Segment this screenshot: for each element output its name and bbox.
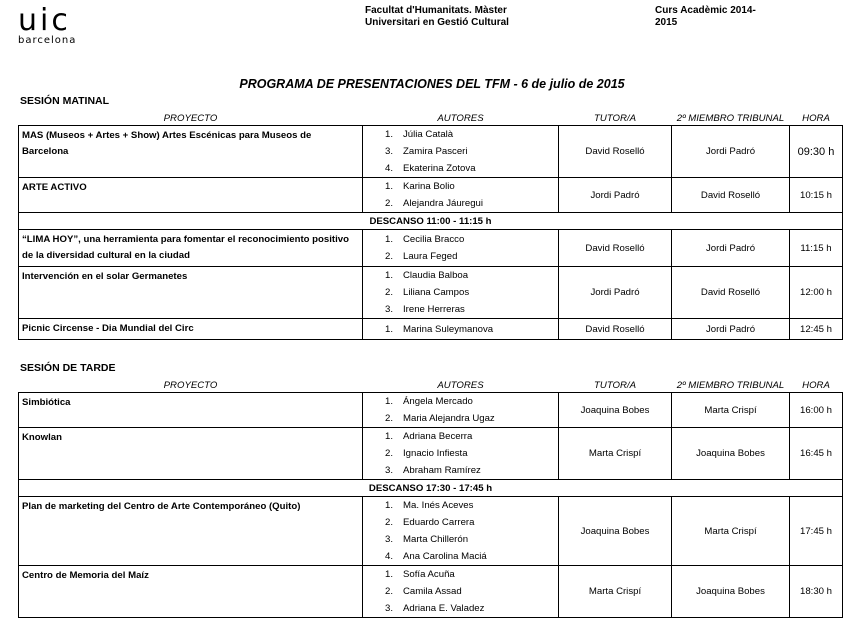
- miembro-cell: Jordi Padró: [672, 230, 790, 267]
- author-item: [363, 301, 558, 318]
- miembro-cell: David Roselló: [672, 178, 790, 213]
- author-item: [363, 178, 558, 195]
- author-item: [363, 548, 558, 565]
- author-number: 1.: [384, 500, 393, 511]
- project-cell: ARTE ACTIVO: [19, 178, 363, 213]
- author-item: [363, 231, 558, 248]
- author-item: [363, 531, 558, 548]
- authors-cell: [363, 319, 559, 340]
- author-name: Laura Feged: [403, 251, 458, 262]
- project-cell: Knowlan: [19, 428, 363, 480]
- author-item: [363, 143, 558, 160]
- tutor-cell: Marta Crispí: [559, 428, 672, 480]
- author-item: [363, 583, 558, 600]
- afternoon-session-label: SESIÓN DE TARDE: [20, 362, 116, 374]
- author-name: Marta Chillerón: [403, 534, 469, 545]
- miembro-cell: David Roselló: [672, 267, 790, 319]
- author-name: Alejandra Jáuregui: [403, 198, 484, 209]
- col-autores: AUTORES: [363, 378, 559, 393]
- author-number: 1.: [384, 431, 393, 442]
- hora-cell: 11:15 h: [790, 230, 843, 267]
- table-row: [19, 393, 843, 428]
- table-row: [19, 319, 843, 340]
- miembro-cell: Marta Crispí: [672, 497, 790, 566]
- author-number: 4.: [384, 551, 393, 562]
- break-row: [19, 480, 843, 497]
- uic-logo: [18, 3, 77, 46]
- author-item: [363, 321, 558, 338]
- table-header-row: [19, 378, 843, 393]
- project-cell: Plan de marketing del Centro de Arte Contemporáneo (Quito): [19, 497, 363, 566]
- project-cell: MAS (Museos + Artes + Show) Artes Escénicas para Museos de Barcelona: [19, 126, 363, 178]
- col-proyecto: PROYECTO: [19, 111, 363, 126]
- author-item: [363, 126, 558, 143]
- author-number: 2.: [384, 448, 393, 459]
- author-name: Abraham Ramírez: [403, 465, 481, 476]
- author-number: 3.: [384, 603, 393, 614]
- table-row: [19, 497, 843, 566]
- col-hora: HORA: [790, 378, 843, 393]
- table-row: [19, 230, 843, 267]
- tutor-cell: Jordi Padró: [559, 178, 672, 213]
- table-row: [19, 126, 843, 178]
- author-name: Adriana E. Valadez: [403, 603, 485, 614]
- author-number: 1.: [384, 234, 393, 245]
- author-number: 1.: [384, 270, 393, 281]
- morning-session-label: SESIÓN MATINAL: [20, 95, 110, 107]
- logo-brand: uic: [18, 3, 71, 38]
- author-number: 2.: [384, 413, 393, 424]
- author-name: Júlia Català: [403, 129, 454, 140]
- tutor-cell: Joaquina Bobes: [559, 393, 672, 428]
- author-item: [363, 566, 558, 583]
- hora-cell: 12:00 h: [790, 267, 843, 319]
- col-proyecto: PROYECTO: [19, 378, 363, 393]
- author-number: 1.: [384, 569, 393, 580]
- author-name: Camila Assad: [403, 586, 462, 597]
- col-autores: AUTORES: [363, 111, 559, 126]
- author-item: [363, 248, 558, 265]
- authors-cell: [363, 267, 559, 319]
- author-name: Zamira Pasceri: [403, 146, 468, 157]
- author-name: Eduardo Carrera: [403, 517, 475, 528]
- author-number: 1.: [384, 129, 393, 140]
- tutor-cell: Joaquina Bobes: [559, 497, 672, 566]
- authors-cell: [363, 178, 559, 213]
- project-cell: Picnic Circense - Dia Mundial del Circ: [19, 319, 363, 340]
- author-name: Ma. Inés Aceves: [403, 500, 474, 511]
- authors-cell: [363, 393, 559, 428]
- author-name: Adriana Becerra: [403, 431, 473, 442]
- authors-cell: [363, 230, 559, 267]
- author-number: 3.: [384, 146, 393, 157]
- author-item: [363, 284, 558, 301]
- author-number: 1.: [384, 323, 393, 335]
- tutor-cell: Marta Crispí: [559, 566, 672, 618]
- break-text: DESCANSO 17:30 - 17:45 h: [19, 480, 843, 497]
- table-row: [19, 566, 843, 618]
- hora-cell: 18:30 h: [790, 566, 843, 618]
- project-cell: “LIMA HOY”, una herramienta para fomentar el reconocimiento positivo de la diversidad cultural en la ciudad: [19, 230, 363, 267]
- hora-cell: 12:45 h: [790, 319, 843, 340]
- hora-cell: 10:15 h: [790, 178, 843, 213]
- author-item: [363, 410, 558, 427]
- col-miembro: 2º MIEMBRO TRIBUNAL: [672, 378, 790, 393]
- author-number: 2.: [384, 287, 393, 298]
- author-name: Maria Alejandra Ugaz: [403, 413, 495, 424]
- hora-cell: 16:00 h: [790, 393, 843, 428]
- author-number: 2.: [384, 586, 393, 597]
- author-item: [363, 267, 558, 284]
- author-item: [363, 195, 558, 212]
- author-item: [363, 514, 558, 531]
- tutor-cell: David Roselló: [559, 230, 672, 267]
- author-number: 1.: [384, 181, 393, 192]
- table-header-row: [19, 111, 843, 126]
- authors-cell: [363, 428, 559, 480]
- table-row: [19, 428, 843, 480]
- author-number: 1.: [384, 396, 393, 407]
- miembro-cell: Marta Crispí: [672, 393, 790, 428]
- project-cell: Intervención en el solar Germanetes: [19, 267, 363, 319]
- miembro-cell: Joaquina Bobes: [672, 566, 790, 618]
- miembro-cell: Jordi Padró: [672, 126, 790, 178]
- author-name: Karina Bolio: [403, 181, 455, 192]
- col-hora: HORA: [790, 111, 843, 126]
- authors-cell: [363, 497, 559, 566]
- author-name: Liliana Campos: [403, 287, 470, 298]
- course-header: Curs Acadèmic 2014-2015: [655, 5, 756, 28]
- author-number: 2.: [384, 251, 393, 262]
- faculty-header: Facultat d'Humanitats. Màster Universitari en Gestió Cultural: [365, 5, 509, 28]
- author-number: 2.: [384, 517, 393, 528]
- author-name: Marina Suleymanova: [403, 323, 494, 335]
- col-miembro: 2º MIEMBRO TRIBUNAL: [672, 111, 790, 126]
- author-name: Ángela Mercado: [403, 396, 473, 407]
- col-tutor: TUTOR/A: [559, 111, 672, 126]
- table-row: [19, 267, 843, 319]
- break-row: [19, 213, 843, 230]
- author-name: Claudia Balboa: [403, 270, 469, 281]
- hora-cell: 16:45 h: [790, 428, 843, 480]
- author-item: [363, 497, 558, 514]
- authors-cell: [363, 126, 559, 178]
- logo-city: barcelona: [18, 35, 77, 46]
- author-item: [363, 160, 558, 177]
- author-name: Ekaterina Zotova: [403, 163, 476, 174]
- page-title: PROGRAMA DE PRESENTACIONES DEL TFM - 6 de julio de 2015: [239, 77, 625, 91]
- author-number: 2.: [384, 198, 393, 209]
- author-name: Irene Herreras: [403, 304, 465, 315]
- authors-cell: [363, 566, 559, 618]
- miembro-cell: Jordi Padró: [672, 319, 790, 340]
- hora-cell: 09:30 h: [790, 126, 843, 178]
- author-item: [363, 393, 558, 410]
- break-text: DESCANSO 11:00 - 11:15 h: [19, 213, 843, 230]
- author-number: 3.: [384, 465, 393, 476]
- author-number: 3.: [384, 534, 393, 545]
- author-name: Ignacio Infiesta: [403, 448, 468, 459]
- afternoon-schedule-table: [18, 378, 843, 618]
- author-name: Sofía Acuña: [403, 569, 455, 580]
- project-cell: Simbiótica: [19, 393, 363, 428]
- author-name: Ana Carolina Maciá: [403, 551, 487, 562]
- morning-schedule-table: [18, 111, 843, 340]
- author-number: 4.: [384, 163, 393, 174]
- author-item: [363, 445, 558, 462]
- author-name: Cecilia Bracco: [403, 234, 465, 245]
- tutor-cell: Jordi Padró: [559, 267, 672, 319]
- tutor-cell: David Roselló: [559, 319, 672, 340]
- tutor-cell: David Roselló: [559, 126, 672, 178]
- table-row: [19, 178, 843, 213]
- miembro-cell: Joaquina Bobes: [672, 428, 790, 480]
- author-item: [363, 462, 558, 479]
- author-item: [363, 600, 558, 617]
- project-cell: Centro de Memoria del Maíz: [19, 566, 363, 618]
- hora-cell: 17:45 h: [790, 497, 843, 566]
- author-item: [363, 428, 558, 445]
- author-number: 3.: [384, 304, 393, 315]
- col-tutor: TUTOR/A: [559, 378, 672, 393]
